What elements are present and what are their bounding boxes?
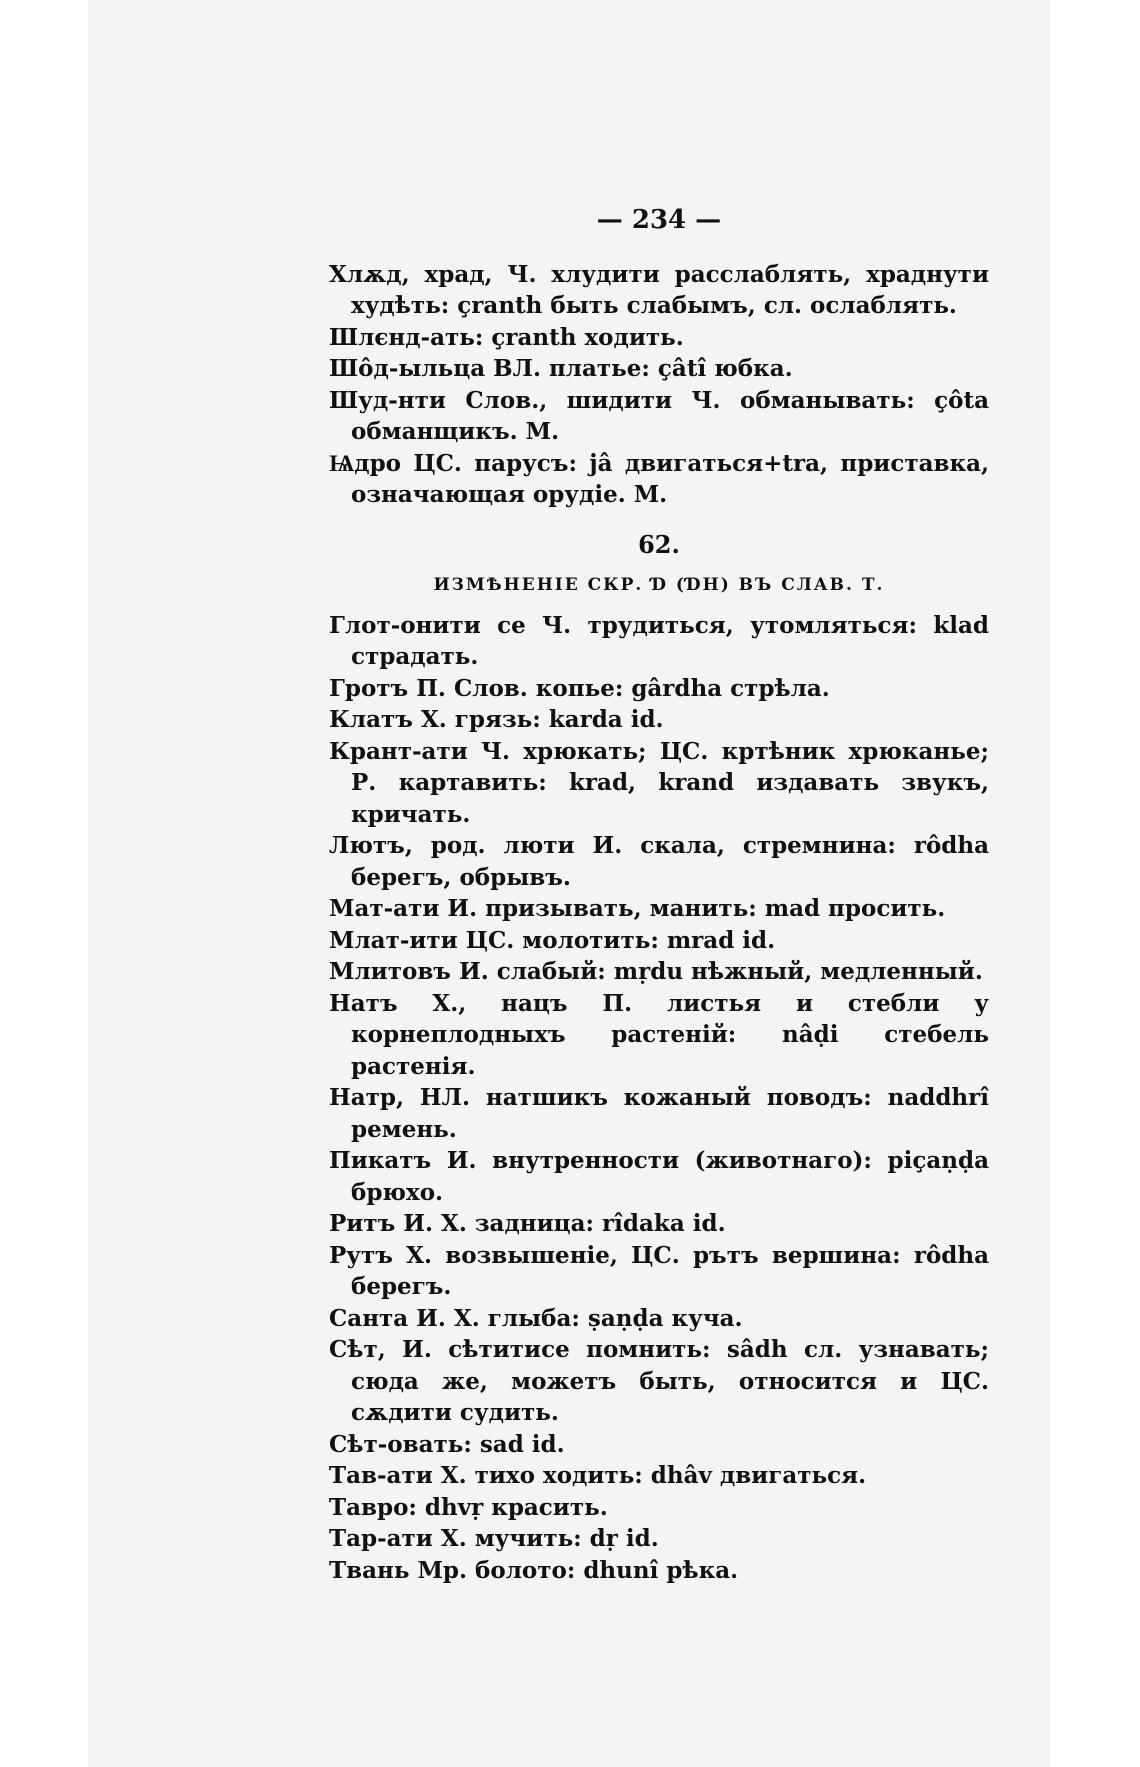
dictionary-entry: Натр, НЛ. натшикъ кожаный поводъ: naddhrî ремень. — [329, 1084, 989, 1143]
dictionary-entry: Пикатъ И. внутренности (животнаго): piçaṇḍa брюхо. — [329, 1147, 989, 1206]
dictionary-entry: Крант-ати Ч. хрюкать; ЦС. кртѣник хрюканье; Р. картавить: krad, krand издавать звукъ, кричать. — [329, 737, 989, 828]
dictionary-entry: Млитовъ И. слабый: mṛdu нѣжный, медленный. — [329, 958, 983, 985]
dictionary-entry: Тав-ати Х. тихо ходить: dhâv двигаться. — [329, 1462, 867, 1489]
dictionary-entry: Тар-ати Х. мучить: dṛ id. — [329, 1525, 659, 1552]
page-content — [329, 205, 989, 1586]
dictionary-entry: Санта И. Х. глыба: ṣaṇḍa куча. — [329, 1304, 743, 1332]
dictionary-entry: Клатъ Х. грязь: karda id. — [329, 706, 664, 733]
dictionary-entry: Рутъ Х. возвышеніе, ЦС. рътъ вершина: rôdha берегъ. — [329, 1241, 989, 1300]
dictionary-entry: Сѣт, И. сѣтитисе помнить: sâdh сл. узнавать; сюда же, можетъ быть, относится и ЦС. сѫдити судить. — [329, 1336, 989, 1426]
dictionary-entry: Млат-ити ЦС. молотить: mrad id. — [329, 926, 776, 954]
book-page — [88, 0, 1050, 1767]
dictionary-entry: Натъ Х., нацъ П. листья и стебли у корнеплодныхъ растеній: nâḍi стебель растенія. — [329, 989, 989, 1080]
section-number: 62. — [638, 529, 680, 559]
dictionary-entry: Твань Мр. болото: dhunî рѣка. — [329, 1556, 739, 1584]
dictionary-entry: Гротъ П. Слов. копье: gârdha стрѣла. — [329, 674, 830, 702]
dictionary-entry: Мат-ати И. призывать, манить: mad просить. — [329, 895, 946, 922]
dictionary-entry: Лютъ, род. люти И. скала, стремнина: rôdha берегъ, обрывъ. — [329, 832, 989, 891]
dictionary-entry: Шуд-нти Слов., шидити Ч. обманывать: çôta обманщикъ. М. — [329, 386, 989, 445]
dictionary-entry: Сѣт-овать: sad id. — [329, 1430, 565, 1458]
dictionary-entry: Хлѫд, хрaд, Ч. хлудити расслаблять, храднути худѣть: çranth быть слабымъ, сл. ослаблять. — [329, 260, 989, 319]
dictionary-entry: Шо̂д-ыльца ВЛ. платье: çâtî юбка. — [329, 355, 793, 382]
entries-bottom — [329, 610, 989, 1587]
dictionary-entry: Ритъ И. Х. задница: rîdaka id. — [329, 1210, 726, 1237]
page-number: — 234 — — [596, 205, 722, 235]
entries-top — [329, 259, 989, 511]
dictionary-entry: Глот-онити се Ч. трудиться, утомляться: klad страдать. — [329, 611, 989, 670]
dictionary-entry: Ѩдро ЦС. парусъ: jâ двигаться+tra, приставка, означающая орудіе. М. — [329, 449, 989, 508]
dictionary-entry: Тавро: dhvṛ красить. — [329, 1493, 608, 1521]
section-heading: ИЗМѢНЕНІЕ СКР. Ɗ (ƊH) ВЪ СЛАВ. Т. — [433, 575, 885, 595]
dictionary-entry: Шлєнд-ать: çranth ходить. — [329, 323, 684, 351]
